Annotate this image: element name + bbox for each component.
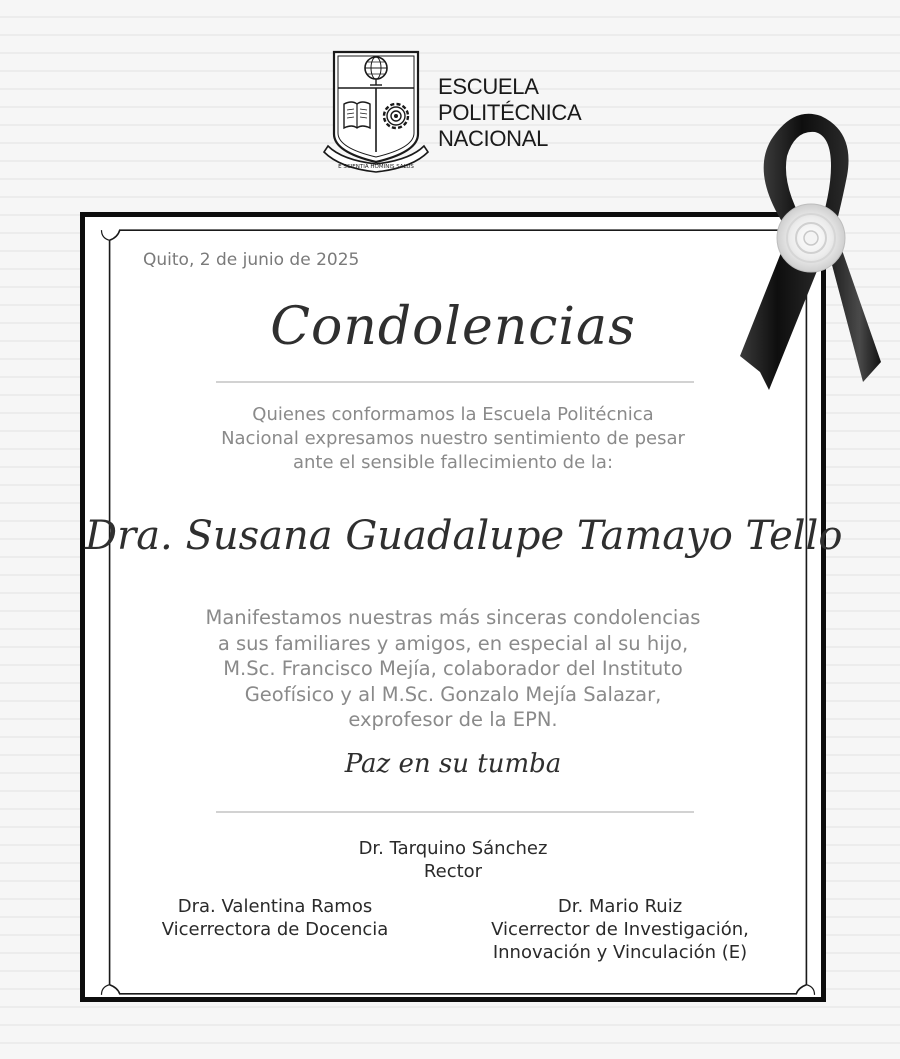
open-book-icon bbox=[344, 102, 370, 128]
letter-date: Quito, 2 de junio de 2025 bbox=[143, 250, 360, 270]
vice-teaching-name: Dra. Valentina Ramos bbox=[177, 896, 373, 917]
white-rose-icon bbox=[777, 204, 845, 272]
condolence-card bbox=[80, 212, 843, 1002]
university-name bbox=[438, 74, 581, 152]
vice-research-role-line2: Innovación y Vinculación (E) bbox=[492, 942, 748, 963]
page-title: Condolencias bbox=[270, 297, 636, 357]
mourning-ribbon-icon bbox=[735, 104, 887, 396]
rector-role: Rector bbox=[423, 861, 483, 882]
intro-paragraph: Quienes conformamos la Escuela Politécnica Nacional expresamos nuestro sentimiento de pesar ante el sensible fallecimiento de la: bbox=[221, 404, 685, 473]
closing-phrase: Paz en su tumba bbox=[344, 749, 562, 779]
university-name-line1: ESCUELA bbox=[438, 74, 539, 99]
university-name-line2: POLITÉCNICA bbox=[438, 100, 582, 125]
signatory-vice-research bbox=[470, 895, 770, 964]
signatory-rector bbox=[303, 837, 603, 883]
gear-icon bbox=[384, 104, 408, 128]
deceased-name: Dra. Susana Guadalupe Tamayo Tello bbox=[85, 513, 843, 559]
vice-teaching-role: Vicerrectora de Docencia bbox=[161, 919, 389, 940]
university-logo bbox=[320, 48, 590, 178]
university-name-line3: NACIONAL bbox=[438, 126, 549, 151]
rector-name: Dr. Tarquino Sánchez bbox=[358, 838, 548, 859]
vice-research-name: Dr. Mario Ruiz bbox=[557, 896, 683, 917]
condolence-message: Manifestamos nuestras más sinceras condolencias a sus familiares y amigos, en especial al su hijo, M.Sc. Francisco Mejía, colaborador del Instituto Geofísico y al M.Sc. Gonzalo Mejía Salazar, exprofesor de la EPN. bbox=[205, 606, 701, 731]
university-crest-icon bbox=[320, 48, 432, 176]
signatory-vice-teaching bbox=[130, 895, 420, 941]
crest-motto: E SCIENTIA HOMINIS SALUS bbox=[338, 164, 414, 170]
divider-bottom bbox=[216, 811, 694, 813]
vice-research-role-line1: Vicerrector de Investigación, bbox=[491, 919, 749, 940]
divider-top bbox=[216, 381, 694, 383]
